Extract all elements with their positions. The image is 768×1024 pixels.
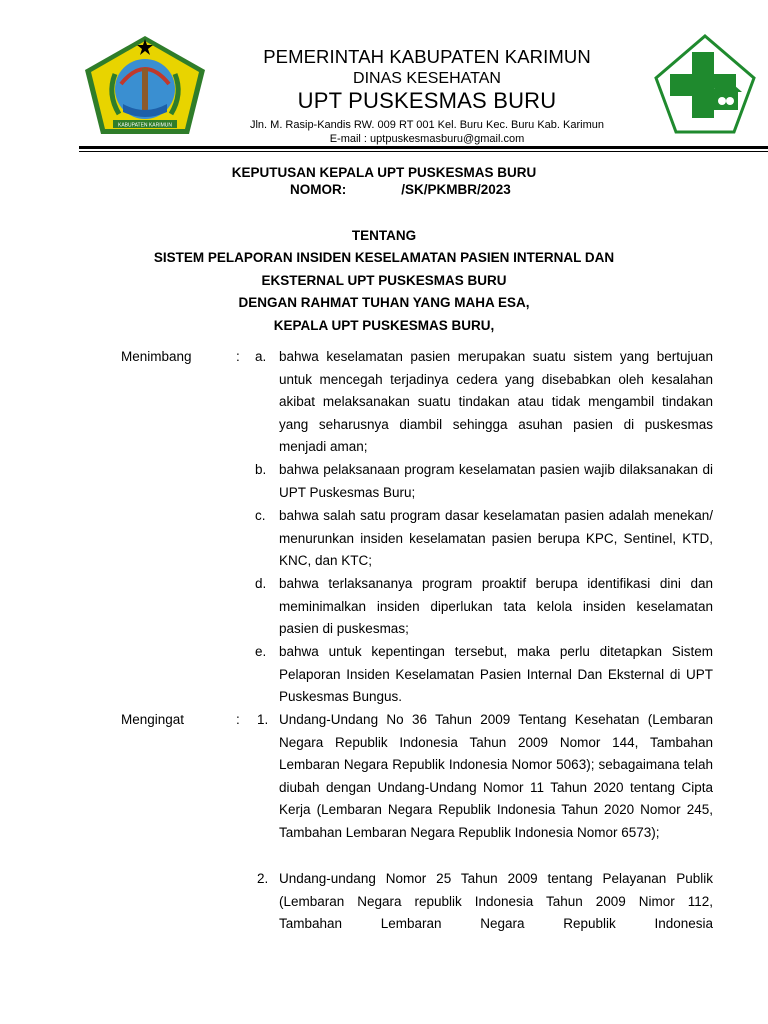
logo-caption: KABUPATEN KARIMUN bbox=[118, 122, 172, 129]
letterhead-rule-thin bbox=[79, 151, 768, 152]
kepala-line: KEPALA UPT PUSKESMAS BURU, bbox=[273, 318, 495, 333]
letterhead bbox=[215, 46, 639, 146]
menimbang-item-e: bahwa untuk kepentingan tersebut, maka perlu ditetapkan Sistem Pelaporan Insiden Keselamatan Pasien Internal Dan Eksternal di UPT Puskesmas Bungus. bbox=[279, 644, 713, 704]
letterhead-rule-thick bbox=[79, 146, 768, 149]
decree-number-value: /SK/PKMBR/2023 bbox=[401, 182, 511, 197]
mengingat-item-1: Undang-Undang No 36 Tahun 2009 Tentang Kesehatan (Lembaran Negara Republik Indonesia Tahun 2009 Nomor 144, Tambahan Lembaran Negara Republik Indonesia Nomor 5063); sebagaimana telah diubah dengan Undang-Undang Nomor 11 Tahun 2020 tentang Cipta Kerja (Lembaran Negara Republik Indonesia Tahun 2020 Nomor 245, Tambahan Lembaran Negara Republik Indonesia Nomor 6573); bbox=[279, 712, 713, 840]
tentang-heading: TENTANG bbox=[351, 228, 417, 243]
decree-title: KEPUTUSAN KEPALA UPT PUSKESMAS BURU bbox=[231, 165, 537, 180]
letterhead-government: PEMERINTAH KABUPATEN KARIMUN bbox=[263, 46, 591, 67]
menimbang-item-d: bahwa terlaksananya program proaktif berupa identifikasi dini dan meminimalkan insiden diperlukan tata kelola insiden keselamatan pasien di puskesmas; bbox=[279, 576, 713, 636]
menimbang-marker-a: a. bbox=[255, 349, 267, 364]
menimbang-label: Menimbang bbox=[121, 349, 192, 364]
subject-line-2: EKSTERNAL UPT PUSKESMAS BURU bbox=[261, 273, 507, 288]
menimbang-marker-d: d. bbox=[255, 576, 267, 591]
subject-line-1: SISTEM PELAPORAN INSIDEN KESELAMATAN PASIEN INTERNAL DAN bbox=[153, 250, 615, 265]
menimbang-marker-c: c. bbox=[255, 508, 266, 523]
mengingat-marker-1: 1. bbox=[257, 712, 269, 727]
puskesmas-logo bbox=[654, 34, 756, 134]
decree-number bbox=[290, 182, 511, 197]
letterhead-institution: UPT PUSKESMAS BURU bbox=[297, 88, 557, 113]
kabupaten-karimun-logo bbox=[83, 34, 207, 136]
menimbang-marker-e: e. bbox=[255, 644, 267, 659]
menimbang-item-a: bahwa keselamatan pasien merupakan suatu sistem yang bertujuan untuk mencegah terjadinya cedera yang disebabkan oleh kesalahan akibat melaksanakan suatu tindakan atau tidak mengambil tindakan yang seharusnya diambil sehingga asuhan pasien di puskesmas menjadi aman; bbox=[279, 349, 713, 454]
decree-number-label: NOMOR: bbox=[290, 182, 347, 197]
letterhead-email: E-mail : uptpuskesmasburu@gmail.com bbox=[329, 133, 525, 145]
rahmat-line: DENGAN RAHMAT TUHAN YANG MAHA ESA, bbox=[238, 295, 530, 310]
menimbang-item-c: bahwa salah satu program dasar keselamatan pasien adalah menekan/ menurunkan insiden keselamatan pasien berupa KPC, Sentinel, KTD, KNC, dan KTC; bbox=[279, 508, 713, 568]
letterhead-department: DINAS KESEHATAN bbox=[353, 70, 501, 87]
menimbang-item-b: bahwa pelaksanaan program keselamatan pasien wajib dilaksanakan di UPT Puskesmas Buru; bbox=[279, 462, 713, 500]
mengingat-item-2: Undang-undang Nomor 25 Tahun 2009 tentang Pelayanan Publik (Lembaran Negara republik Indonesia Tahun 2009 Nimor 112, Tambahan Lembaran Negara Republik Indonesia bbox=[279, 871, 713, 931]
letterhead-address: Jln. M. Rasip-Kandis RW. 009 RT 001 Kel. Buru Kec. Buru Kab. Karimun bbox=[249, 119, 604, 131]
menimbang-colon: : bbox=[236, 349, 240, 364]
mengingat-label: Mengingat bbox=[121, 712, 185, 727]
menimbang-marker-b: b. bbox=[255, 462, 267, 477]
mengingat-marker-2: 2. bbox=[257, 871, 269, 886]
mengingat-colon: : bbox=[236, 712, 240, 727]
